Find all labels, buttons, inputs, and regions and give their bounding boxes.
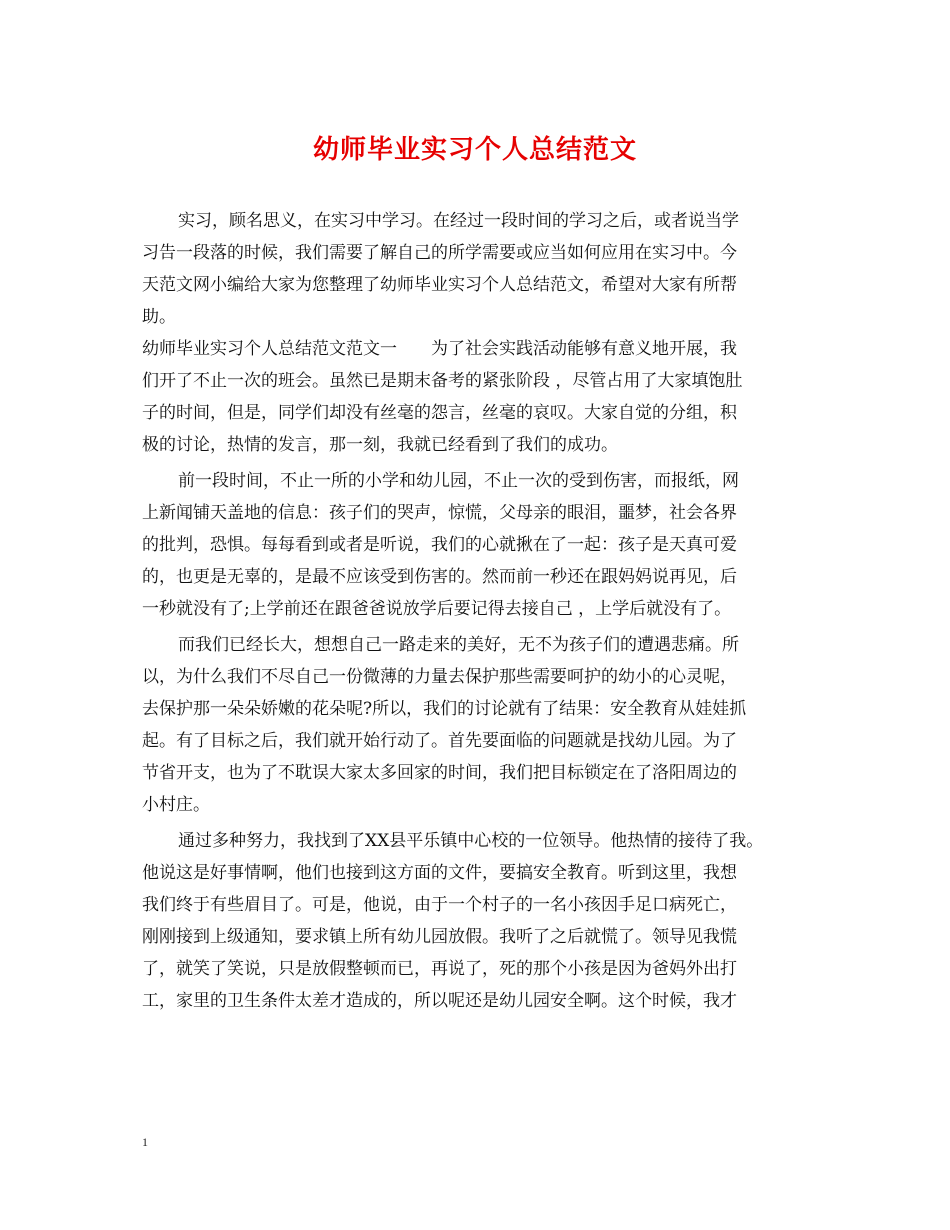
text-line: 他说这是好事情啊，他们也接到这方面的文件，要搞安全教育。听到这里，我想 <box>142 863 737 883</box>
page-title: 幼师毕业实习个人总结范文 <box>312 135 637 165</box>
text-line: 幼师毕业实习个人总结范文范文一 为了社会实践活动能够有意义地开展，我 <box>142 339 737 359</box>
text-line: 刚刚接到上级通知，要求镇上所有幼儿园放假。我听了之后就慌了。领导见我慌 <box>142 927 737 947</box>
text-line: 一秒就没有了;上学前还在跟爸爸说放学后要记得去接自己 ，上学后就没有了。 <box>142 599 732 619</box>
text-line: 工，家里的卫生条件太差才造成的，所以呢还是幼儿园安全啊。这个时候，我才 <box>142 991 737 1011</box>
text-line: 的批判，恐惧。每每看到或者是听说，我们的心就揪在了一起：孩子是天真可爱 <box>142 535 737 555</box>
text-line: 子的时间，但是，同学们却没有丝毫的怨言，丝毫的哀叹。大家自觉的分组，积 <box>142 403 737 423</box>
text-line: 前一段时间，不止一所的小学和幼儿园，不止一次的受到伤害，而报纸，网 <box>178 471 739 491</box>
text-line: 的，也更是无辜的，是最不应该受到伤害的。然而前一秒还在跟妈妈说再见，后 <box>142 567 737 587</box>
text-line: 起。有了目标之后，我们就开始行动了。首先要面临的问题就是找幼儿园。为了 <box>142 731 737 751</box>
text-line: 以，为什么我们不尽自己一份微薄的力量去保护那些需要呵护的幼小的心灵呢， <box>142 667 737 687</box>
page-number: 1 <box>142 1135 148 1149</box>
text-line: 而我们已经长大，想想自己一路走来的美好，无不为孩子们的遭遇悲痛。所 <box>178 635 739 655</box>
text-line: 通过多种努力，我找到了XX县平乐镇中心校的一位领导。他热情的接待了我。 <box>178 831 764 851</box>
text-line: 我们终于有些眉目了。可是，他说，由于一个村子的一名小孩因手足口病死亡， <box>142 895 737 915</box>
text-line: 极的讨论，热情的发言，那一刻，我就已经看到了我们的成功。 <box>142 435 618 455</box>
text-line: 了，就笑了笑说，只是放假整顿而已，再说了，死的那个小孩是因为爸妈外出打 <box>142 959 737 979</box>
text-line: 小村庄。 <box>142 795 210 815</box>
text-line: 助。 <box>142 307 176 327</box>
text-line: 习告一段落的时候，我们需要了解自己的所学需要或应当如何应用在实习中。今 <box>142 243 737 263</box>
text-line: 节省开支，也为了不耽误大家太多回家的时间，我们把目标锁定在了洛阳周边的 <box>142 763 737 783</box>
text-line: 上新闻铺天盖地的信息：孩子们的哭声，惊慌，父母亲的眼泪，噩梦，社会各界 <box>142 503 737 523</box>
text-line: 们开了不止一次的班会。虽然已是期末备考的紧张阶段 ，尽管占用了大家填饱肚 <box>142 371 743 391</box>
text-line: 实习，顾名思义，在实习中学习。在经过一段时间的学习之后，或者说当学 <box>178 211 739 231</box>
text-line: 天范文网小编给大家为您整理了幼师毕业实习个人总结范文，希望对大家有所帮 <box>142 275 737 295</box>
text-line: 去保护那一朵朵娇嫩的花朵呢?所以，我们的讨论就有了结果：安全教育从娃娃抓 <box>142 699 747 719</box>
document-body <box>142 205 812 1017</box>
